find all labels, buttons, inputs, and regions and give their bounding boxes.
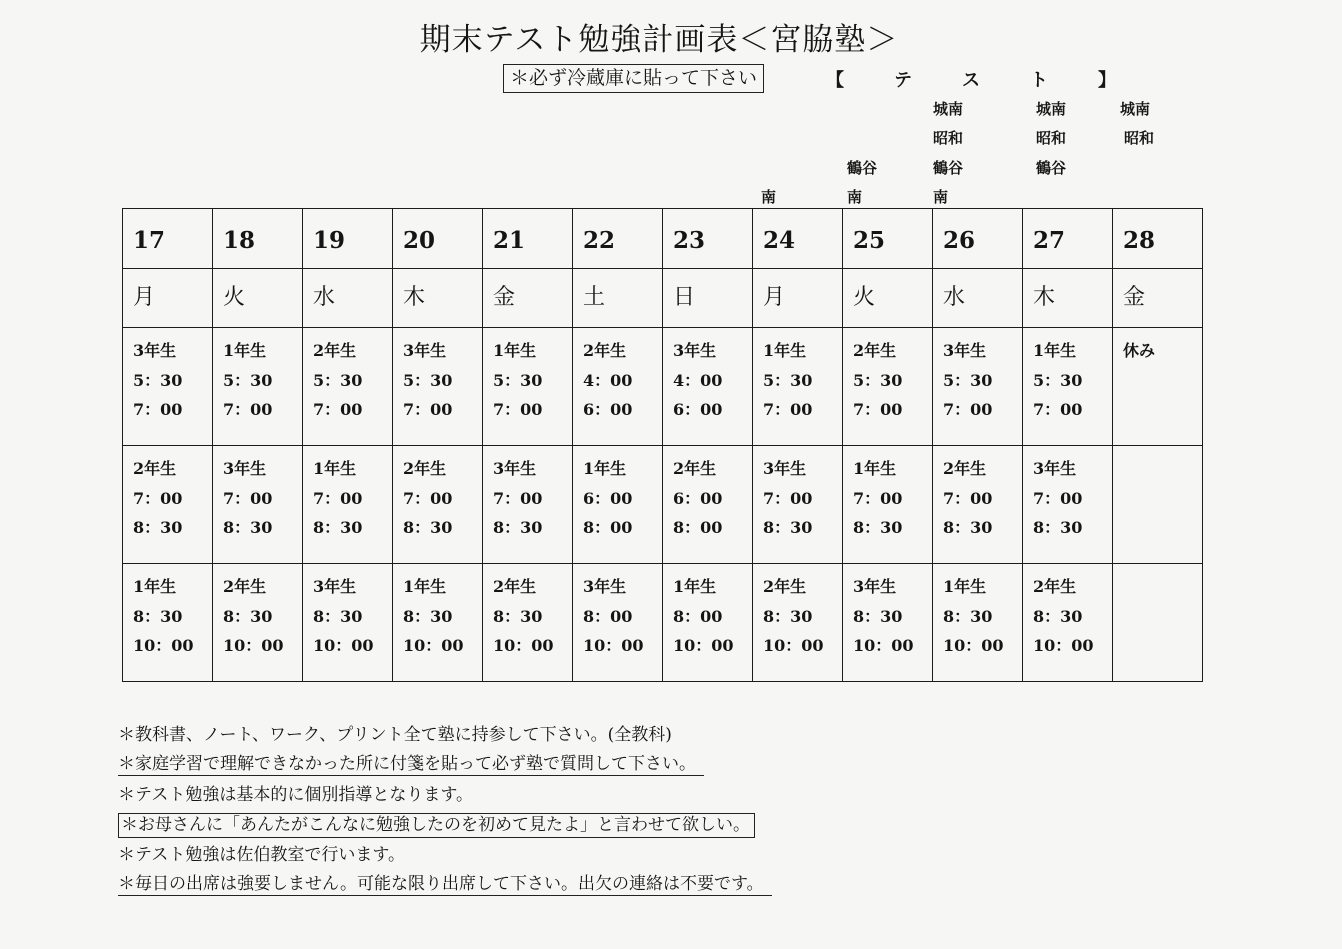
slot-time: 6：00 bbox=[583, 400, 633, 419]
slot-time: 7：00 bbox=[493, 488, 543, 508]
date-cell: 27 bbox=[1023, 209, 1113, 269]
slot-time: 7：00 bbox=[943, 400, 993, 419]
slot-grade: 1年生 bbox=[943, 577, 987, 596]
slot-time: 8：30 bbox=[853, 606, 903, 626]
slot-row bbox=[123, 328, 1203, 446]
weekday-cell: 木 bbox=[1023, 269, 1113, 328]
slot-time: 5：30 bbox=[943, 370, 993, 390]
slot-cell bbox=[1113, 564, 1203, 682]
slot-grade: 2年生 bbox=[763, 577, 807, 596]
slot-time: 10：00 bbox=[583, 636, 644, 655]
weekday-row bbox=[123, 269, 1203, 328]
slot-cell bbox=[1113, 446, 1203, 564]
slot-time: 10：00 bbox=[403, 636, 464, 655]
note-item: ＊家庭学習で理解できなかった所に付箋を貼って必ず塾で質問して下さい。 bbox=[118, 753, 704, 776]
slot-cell bbox=[1113, 328, 1203, 446]
slot-time: 10：00 bbox=[943, 636, 1004, 655]
test-header-bracket-close: 】 bbox=[1098, 70, 1116, 91]
weekday-cell: 金 bbox=[483, 269, 573, 328]
weekday-cell: 火 bbox=[843, 269, 933, 328]
slot-cell bbox=[933, 328, 1023, 446]
slot-time: 7：00 bbox=[223, 488, 273, 508]
slot-grade: 2年生 bbox=[853, 341, 897, 360]
fridge-notice: ＊必ず冷蔵庫に貼って下さい bbox=[503, 64, 764, 93]
date-cell: 28 bbox=[1113, 209, 1203, 269]
slot-cell bbox=[663, 564, 753, 682]
date-cell: 25 bbox=[843, 209, 933, 269]
slot-cell bbox=[933, 564, 1023, 682]
test-school-label: 鶴谷 bbox=[847, 159, 878, 177]
slot-grade: 1年生 bbox=[853, 459, 897, 478]
test-period-header bbox=[826, 66, 1116, 92]
slot-grade: 1年生 bbox=[313, 459, 357, 478]
slot-grade: 3年生 bbox=[583, 577, 627, 596]
slot-grade: 2年生 bbox=[313, 341, 357, 360]
slot-time: 8：30 bbox=[763, 518, 813, 537]
slot-grade: 3年生 bbox=[673, 341, 717, 360]
slot-time: 8：30 bbox=[853, 518, 903, 537]
slot-grade: 休み bbox=[1123, 341, 1156, 360]
slot-cell bbox=[483, 328, 573, 446]
slot-time: 8：30 bbox=[1033, 518, 1083, 537]
schedule-table bbox=[122, 208, 1203, 682]
slot-time: 7：00 bbox=[493, 400, 543, 419]
slot-cell bbox=[393, 328, 483, 446]
slot-grade: 1年生 bbox=[763, 341, 807, 360]
slot-grade: 1年生 bbox=[493, 341, 537, 360]
test-school-label: 昭和 bbox=[933, 129, 964, 147]
slot-time: 7：00 bbox=[223, 400, 273, 419]
slot-cell bbox=[303, 564, 393, 682]
slot-grade: 2年生 bbox=[943, 459, 987, 478]
slot-time: 7：00 bbox=[133, 488, 183, 508]
test-school-label: 昭和 bbox=[1036, 129, 1067, 147]
slot-time: 10：00 bbox=[853, 636, 914, 655]
slot-time: 5：30 bbox=[853, 370, 903, 390]
slot-time: 4：00 bbox=[583, 370, 633, 390]
slot-grade: 1年生 bbox=[673, 577, 717, 596]
slot-cell bbox=[843, 328, 933, 446]
slot-cell bbox=[303, 446, 393, 564]
slot-cell bbox=[753, 564, 843, 682]
note-item: ＊教科書、ノート、ワーク、プリント全て塾に持参して下さい。(全教科) bbox=[118, 725, 672, 745]
slot-time: 5：30 bbox=[403, 370, 453, 390]
slot-time: 8：00 bbox=[673, 606, 723, 626]
note-item: ＊毎日の出席は強要しません。可能な限り出席して下さい。出欠の連絡は不要です。 bbox=[118, 873, 772, 896]
slot-cell bbox=[123, 328, 213, 446]
slot-time: 6：00 bbox=[673, 488, 723, 508]
slot-cell bbox=[303, 328, 393, 446]
slot-grade: 2年生 bbox=[223, 577, 267, 596]
slot-grade: 2年生 bbox=[133, 459, 177, 478]
slot-grade: 3年生 bbox=[223, 459, 267, 478]
slot-time: 10：00 bbox=[1033, 636, 1094, 655]
slot-time: 7：00 bbox=[763, 488, 813, 508]
slot-time: 8：30 bbox=[943, 518, 993, 537]
date-cell: 17 bbox=[123, 209, 213, 269]
slot-time: 8：30 bbox=[133, 606, 183, 626]
slot-time: 10：00 bbox=[763, 636, 824, 655]
weekday-cell: 月 bbox=[123, 269, 213, 328]
slot-cell bbox=[393, 446, 483, 564]
slot-time: 10：00 bbox=[133, 636, 194, 655]
slot-grade: 3年生 bbox=[313, 577, 357, 596]
slot-time: 8：30 bbox=[403, 606, 453, 626]
slot-time: 8：00 bbox=[583, 518, 633, 537]
slot-time: 5：30 bbox=[223, 370, 273, 390]
slot-time: 7：00 bbox=[1033, 488, 1083, 508]
slot-time: 7：00 bbox=[403, 488, 453, 508]
slot-grade: 3年生 bbox=[1033, 459, 1077, 478]
date-cell: 19 bbox=[303, 209, 393, 269]
weekday-cell: 月 bbox=[753, 269, 843, 328]
test-school-label: 鶴谷 bbox=[1036, 159, 1067, 177]
date-cell: 24 bbox=[753, 209, 843, 269]
slot-cell bbox=[213, 564, 303, 682]
weekday-cell: 金 bbox=[1113, 269, 1203, 328]
slot-grade: 3年生 bbox=[943, 341, 987, 360]
slot-grade: 2年生 bbox=[583, 341, 627, 360]
date-row bbox=[123, 209, 1203, 269]
slot-cell bbox=[213, 328, 303, 446]
slot-cell bbox=[1023, 328, 1113, 446]
date-cell: 22 bbox=[573, 209, 663, 269]
slot-time: 8：30 bbox=[763, 606, 813, 626]
weekday-cell: 水 bbox=[933, 269, 1023, 328]
slot-time: 8：00 bbox=[673, 518, 723, 537]
slot-cell bbox=[933, 446, 1023, 564]
slot-time: 5：30 bbox=[133, 370, 183, 390]
note-item: ＊テスト勉強は佐伯教室で行います。 bbox=[118, 845, 405, 865]
date-cell: 26 bbox=[933, 209, 1023, 269]
slot-time: 8：00 bbox=[583, 606, 633, 626]
weekday-cell: 火 bbox=[213, 269, 303, 328]
slot-cell bbox=[843, 564, 933, 682]
slot-time: 5：30 bbox=[1033, 370, 1083, 390]
slot-cell bbox=[483, 564, 573, 682]
slot-time: 7：00 bbox=[853, 400, 903, 419]
slot-cell bbox=[663, 328, 753, 446]
slot-grade: 2年生 bbox=[673, 459, 717, 478]
slot-time: 8：30 bbox=[223, 518, 273, 537]
test-school-label: 南 bbox=[847, 188, 863, 206]
test-header-char: ス bbox=[962, 70, 980, 91]
slot-grade: 3年生 bbox=[493, 459, 537, 478]
slot-cell bbox=[753, 328, 843, 446]
slot-time: 5：30 bbox=[493, 370, 543, 390]
slot-time: 6：00 bbox=[673, 400, 723, 419]
test-header-bracket-open: 【 bbox=[826, 70, 844, 91]
slot-time: 10：00 bbox=[493, 636, 554, 655]
slot-time: 5：30 bbox=[763, 370, 813, 390]
slot-time: 5：30 bbox=[313, 370, 363, 390]
test-school-label: 昭和 bbox=[1124, 129, 1155, 147]
slot-cell bbox=[1023, 446, 1113, 564]
test-school-label: 城南 bbox=[933, 100, 964, 118]
slot-grade: 2年生 bbox=[403, 459, 447, 478]
slot-time: 7：00 bbox=[313, 400, 363, 419]
page-title: 期末テスト勉強計画表＜宮脇塾＞ bbox=[419, 22, 899, 58]
slot-grade: 1年生 bbox=[1033, 341, 1077, 360]
slot-grade: 3年生 bbox=[763, 459, 807, 478]
weekday-cell: 土 bbox=[573, 269, 663, 328]
slot-time: 8：30 bbox=[313, 518, 363, 537]
note-item: ＊テスト勉強は基本的に個別指導となります。 bbox=[118, 785, 473, 805]
slot-cell bbox=[1023, 564, 1113, 682]
slot-time: 10：00 bbox=[673, 636, 734, 655]
note-item: ＊お母さんに「あんたがこんなに勉強したのを初めて見たよ」と言わせて欲しい。 bbox=[118, 813, 755, 838]
test-school-label: 城南 bbox=[1036, 100, 1067, 118]
test-school-label: 鶴谷 bbox=[933, 159, 964, 177]
slot-time: 4：00 bbox=[673, 370, 723, 390]
slot-time: 7：00 bbox=[763, 400, 813, 419]
slot-grade: 1年生 bbox=[583, 459, 627, 478]
slot-time: 8：30 bbox=[223, 606, 273, 626]
slot-grade: 1年生 bbox=[223, 341, 267, 360]
slot-grade: 1年生 bbox=[403, 577, 447, 596]
slot-time: 6：00 bbox=[583, 488, 633, 508]
test-header-char: ト bbox=[1030, 70, 1048, 91]
slot-row bbox=[123, 564, 1203, 682]
test-school-label: 城南 bbox=[1120, 100, 1151, 118]
slot-cell bbox=[663, 446, 753, 564]
slot-cell bbox=[213, 446, 303, 564]
slot-cell bbox=[573, 446, 663, 564]
slot-time: 10：00 bbox=[223, 636, 284, 655]
weekday-cell: 日 bbox=[663, 269, 753, 328]
slot-time: 7：00 bbox=[1033, 400, 1083, 419]
slot-grade: 1年生 bbox=[133, 577, 177, 596]
slot-time: 7：00 bbox=[133, 400, 183, 419]
slot-time: 8：30 bbox=[403, 518, 453, 537]
test-header-char: テ bbox=[894, 70, 912, 91]
slot-grade: 2年生 bbox=[493, 577, 537, 596]
slot-grade: 2年生 bbox=[1033, 577, 1077, 596]
test-school-label: 南 bbox=[761, 188, 777, 206]
slot-grade: 3年生 bbox=[133, 341, 177, 360]
slot-cell bbox=[573, 564, 663, 682]
slot-time: 8：30 bbox=[943, 606, 993, 626]
slot-time: 8：30 bbox=[133, 518, 183, 537]
slot-cell bbox=[123, 564, 213, 682]
slot-time: 8：30 bbox=[1033, 606, 1083, 626]
slot-cell bbox=[573, 328, 663, 446]
slot-cell bbox=[483, 446, 573, 564]
slot-grade: 3年生 bbox=[403, 341, 447, 360]
date-cell: 21 bbox=[483, 209, 573, 269]
date-cell: 18 bbox=[213, 209, 303, 269]
slot-time: 7：00 bbox=[403, 400, 453, 419]
test-school-label: 南 bbox=[933, 188, 949, 206]
slot-time: 7：00 bbox=[943, 488, 993, 508]
slot-cell bbox=[393, 564, 483, 682]
slot-time: 8：30 bbox=[493, 518, 543, 537]
slot-time: 10：00 bbox=[313, 636, 374, 655]
slot-time: 8：30 bbox=[493, 606, 543, 626]
date-cell: 20 bbox=[393, 209, 483, 269]
weekday-cell: 木 bbox=[393, 269, 483, 328]
slot-cell bbox=[843, 446, 933, 564]
date-cell: 23 bbox=[663, 209, 753, 269]
slot-row bbox=[123, 446, 1203, 564]
slot-cell bbox=[753, 446, 843, 564]
slot-time: 7：00 bbox=[313, 488, 363, 508]
slot-time: 8：30 bbox=[313, 606, 363, 626]
weekday-cell: 水 bbox=[303, 269, 393, 328]
slot-grade: 3年生 bbox=[853, 577, 897, 596]
slot-time: 7：00 bbox=[853, 488, 903, 508]
slot-cell bbox=[123, 446, 213, 564]
